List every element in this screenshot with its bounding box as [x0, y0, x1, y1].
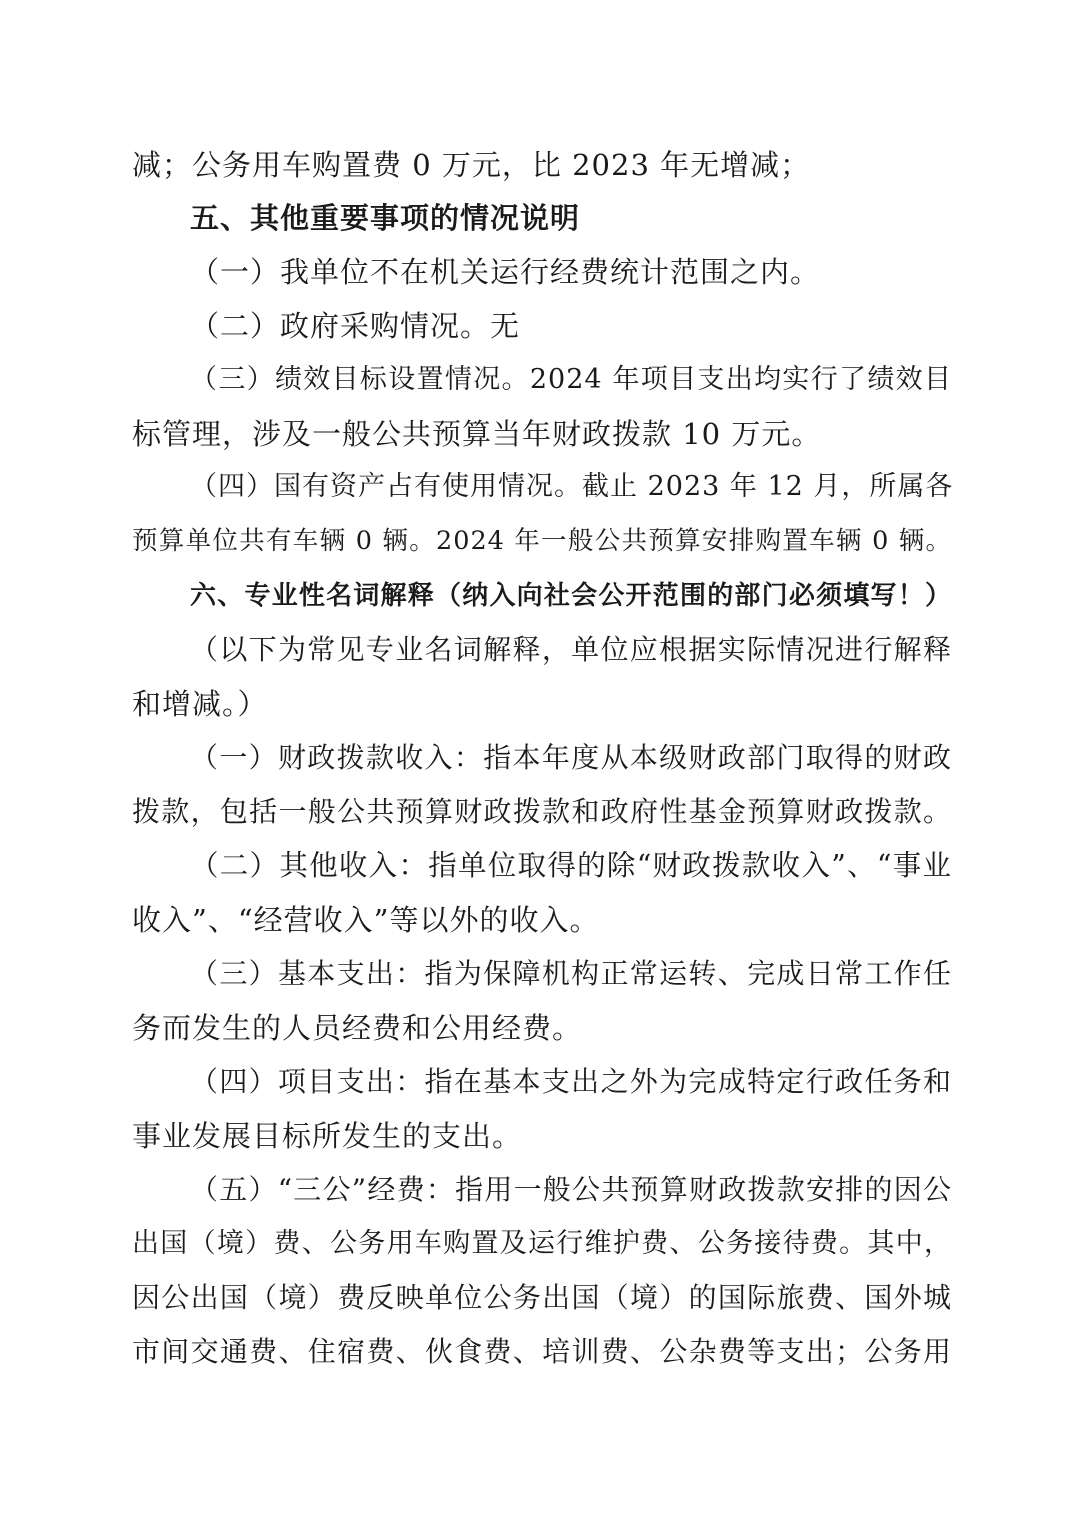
paragraph-line: （二）政府采购情况。无 — [190, 309, 521, 343]
paragraph-line: （一）我单位不在机关运行经费统计范围之内。 — [190, 255, 821, 289]
paragraph-line: 出国（境）费、公务用车购置及运行维护费、公务接待费。其中， — [132, 1228, 952, 1259]
paragraph-line: 拨款，包括一般公共预算财政拨款和政府性基金预算财政拨款。 — [132, 795, 952, 828]
paragraph-line: （四）项目支出：指在基本支出之外为完成特定行政任务和 — [190, 1065, 952, 1098]
paragraph-line: 减；公务用车购置费 0 万元，比 2023 年无增减； — [132, 148, 811, 182]
paragraph-line: （三）绩效目标设置情况。2024 年项目支出均实行了绩效目 — [190, 364, 952, 395]
section-heading-5: 五、其他重要事项的情况说明 — [190, 201, 581, 235]
paragraph-line: 预算单位共有车辆 0 辆。2024 年一般公共预算安排购置车辆 0 辆。 — [132, 526, 952, 556]
paragraph-line: （以下为常见专业名词解释，单位应根据实际情况进行解释 — [190, 633, 952, 666]
paragraph-line: （三）基本支出：指为保障机构正常运转、完成日常工作任 — [190, 957, 952, 990]
paragraph-line: （四）国有资产占有使用情况。截止 2023 年 12 月，所属各 — [190, 471, 954, 502]
paragraph-line: 务而发生的人员经费和公用经费。 — [132, 1011, 583, 1045]
paragraph-line: 事业发展目标所发生的支出。 — [132, 1119, 523, 1153]
paragraph-line: 标管理，涉及一般公共预算当年财政拨款 10 万元。 — [132, 417, 822, 451]
paragraph-line: 和增减。） — [132, 687, 268, 721]
paragraph-line: 因公出国（境）费反映单位公务出国（境）的国际旅费、国外城 — [132, 1281, 952, 1314]
paragraph-line: （一）财政拨款收入：指本年度从本级财政部门取得的财政 — [190, 741, 952, 774]
paragraph-line: 市间交通费、住宿费、伙食费、培训费、公杂费等支出；公务用 — [132, 1335, 952, 1368]
paragraph-line: （二）其他收入：指单位取得的除“财政拨款收入”、“事业 — [190, 849, 952, 882]
section-heading-6: 六、专业性名词解释（纳入向社会公开范围的部门必须填写！） — [190, 581, 952, 611]
paragraph-line: （五）“三公”经费：指用一般公共预算财政拨款安排的因公 — [190, 1173, 952, 1206]
paragraph-line: 收入”、“经营收入”等以外的收入。 — [132, 903, 600, 937]
